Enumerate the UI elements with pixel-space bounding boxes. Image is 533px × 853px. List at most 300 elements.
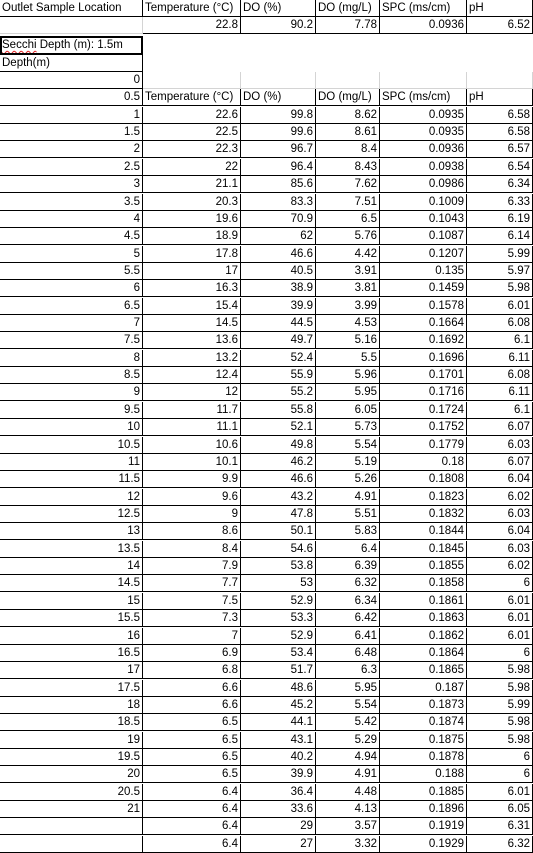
table-row xyxy=(0,766,533,783)
do-percent-cell[interactable]: 43.2 xyxy=(241,489,316,506)
depth-cell[interactable]: 0.5 xyxy=(0,89,143,106)
temperature-cell[interactable]: 22.3 xyxy=(143,141,241,158)
do-percent-cell[interactable]: 43.1 xyxy=(241,732,316,749)
do-mgl-cell[interactable]: 6.42 xyxy=(316,610,380,627)
do-mgl-cell[interactable]: 7.51 xyxy=(316,194,380,211)
ph-cell[interactable]: 6.01 xyxy=(467,593,533,610)
spc-cell[interactable]: 0.1861 xyxy=(380,593,467,610)
do-mgl-header[interactable]: DO (mg/L) xyxy=(316,0,380,17)
ph-cell[interactable]: 6 xyxy=(467,645,533,662)
table-row xyxy=(0,246,533,263)
do-mgl-cell[interactable]: 5.54 xyxy=(316,437,380,454)
depth-cell[interactable]: 15 xyxy=(0,593,143,610)
temperature-cell[interactable]: 7.7 xyxy=(143,575,241,592)
do-percent-cell[interactable]: 44.1 xyxy=(241,714,316,731)
do-percent-cell[interactable]: 52.1 xyxy=(241,419,316,436)
do-mgl-cell[interactable]: 6.3 xyxy=(316,662,380,679)
depth-cell[interactable]: 14.5 xyxy=(0,575,143,592)
temperature-cell[interactable]: 6.5 xyxy=(143,766,241,783)
do-percent-cell[interactable]: 99.8 xyxy=(241,107,316,124)
do-mgl-cell[interactable]: 6.34 xyxy=(316,593,380,610)
ph-cell[interactable]: 6.04 xyxy=(467,523,533,540)
spc-cell[interactable] xyxy=(380,72,467,89)
do-mgl-cell[interactable]: 3.91 xyxy=(316,263,380,280)
spc-cell[interactable]: 0.1701 xyxy=(380,367,467,384)
surface-spc-cell[interactable]: 0.0936 xyxy=(380,17,467,34)
depth-cell[interactable]: 10 xyxy=(0,419,143,436)
spc-cell[interactable]: 0.187 xyxy=(380,680,467,697)
ph-cell[interactable]: 6.02 xyxy=(467,558,533,575)
spc-cell[interactable]: 0.0935 xyxy=(380,124,467,141)
spc-cell[interactable]: 0.1207 xyxy=(380,246,467,263)
spc-cell[interactable]: 0.1664 xyxy=(380,315,467,332)
spc-cell[interactable]: 0.1459 xyxy=(380,280,467,297)
depth-cell[interactable]: 7 xyxy=(0,315,143,332)
do-mgl-cell[interactable]: 6.05 xyxy=(316,402,380,419)
temperature-cell[interactable]: 16.3 xyxy=(143,280,241,297)
do-percent-cell[interactable]: 96.7 xyxy=(241,141,316,158)
depth-cell[interactable]: 2.5 xyxy=(0,159,143,176)
ph-cell[interactable]: 6.31 xyxy=(467,818,533,835)
table-row xyxy=(0,662,533,679)
spc-cell[interactable]: 0.1865 xyxy=(380,662,467,679)
temperature-cell[interactable]: 6.5 xyxy=(143,749,241,766)
do-percent-cell[interactable]: 45.2 xyxy=(241,697,316,714)
table-row xyxy=(0,159,533,176)
surface-do-percent-cell[interactable]: 90.2 xyxy=(241,17,316,34)
table-row xyxy=(0,801,533,818)
temperature-cell[interactable]: 7.9 xyxy=(143,558,241,575)
temperature-cell[interactable]: 9.6 xyxy=(143,489,241,506)
table-row xyxy=(0,732,533,749)
temperature-cell[interactable]: 6.9 xyxy=(143,645,241,662)
do-mgl-cell[interactable]: 6.5 xyxy=(316,211,380,228)
temperature-cell[interactable]: 10.1 xyxy=(143,454,241,471)
ph-cell[interactable]: 6.01 xyxy=(467,628,533,645)
do-percent-cell[interactable]: 48.6 xyxy=(241,680,316,697)
spc-cell[interactable]: 0.1716 xyxy=(380,384,467,401)
temperature-cell[interactable]: 8.4 xyxy=(143,541,241,558)
depth-cell[interactable]: 10.5 xyxy=(0,437,143,454)
do-mgl-cell[interactable]: 4.42 xyxy=(316,246,380,263)
spc-cell[interactable]: 0.1845 xyxy=(380,541,467,558)
temperature-cell[interactable]: 6.6 xyxy=(143,680,241,697)
temperature-cell[interactable]: 17 xyxy=(143,263,241,280)
do-percent-cell[interactable]: 96.4 xyxy=(241,159,316,176)
table-row xyxy=(0,749,533,766)
spc-cell[interactable]: 0.1896 xyxy=(380,801,467,818)
do-percent-cell[interactable]: 53.3 xyxy=(241,610,316,627)
ph-cell[interactable]: 6.11 xyxy=(467,350,533,367)
depth-cell[interactable]: 1 xyxy=(0,107,143,124)
ph-cell[interactable]: 6.58 xyxy=(467,124,533,141)
spc-cell[interactable]: 0.1043 xyxy=(380,211,467,228)
depth-cell[interactable]: 11.5 xyxy=(0,471,143,488)
ph-header[interactable]: pH xyxy=(467,89,533,106)
table-row xyxy=(0,471,533,488)
do-percent-cell[interactable]: 36.4 xyxy=(241,784,316,801)
spc-cell[interactable]: 0.1919 xyxy=(380,818,467,835)
spc-cell[interactable]: 0.1864 xyxy=(380,645,467,662)
temperature-cell[interactable]: 20.3 xyxy=(143,194,241,211)
depth-cell[interactable]: 2 xyxy=(0,141,143,158)
do-percent-cell[interactable]: 52.9 xyxy=(241,628,316,645)
table-row xyxy=(0,645,533,662)
table-row xyxy=(0,836,533,853)
depth-cell[interactable]: 18 xyxy=(0,697,143,714)
ph-cell[interactable]: 6.08 xyxy=(467,367,533,384)
spc-cell[interactable]: 0.1844 xyxy=(380,523,467,540)
do-percent-cell[interactable]: 55.8 xyxy=(241,402,316,419)
temperature-cell[interactable]: 11.1 xyxy=(143,419,241,436)
do-mgl-header[interactable]: DO (mg/L) xyxy=(316,89,380,106)
temperature-cell[interactable]: 6.5 xyxy=(143,732,241,749)
surface-temp-cell[interactable]: 22.8 xyxy=(143,17,241,34)
ph-cell[interactable]: 6.07 xyxy=(467,454,533,471)
temperature-cell[interactable]: 14.5 xyxy=(143,315,241,332)
temperature-cell[interactable]: 19.6 xyxy=(143,211,241,228)
temperature-cell[interactable]: 18.9 xyxy=(143,228,241,245)
spc-cell[interactable]: 0.1692 xyxy=(380,332,467,349)
do-mgl-cell[interactable]: 4.94 xyxy=(316,749,380,766)
depth-cell[interactable]: 6 xyxy=(0,280,143,297)
table-row xyxy=(0,697,533,714)
spc-cell[interactable]: 0.1885 xyxy=(380,784,467,801)
depth-cell[interactable]: 8 xyxy=(0,350,143,367)
ph-cell[interactable]: 6.1 xyxy=(467,402,533,419)
temperature-cell[interactable]: 13.2 xyxy=(143,350,241,367)
do-percent-cell[interactable]: 53.4 xyxy=(241,645,316,662)
spc-cell[interactable]: 0.1808 xyxy=(380,471,467,488)
temperature-cell[interactable]: 7.5 xyxy=(143,593,241,610)
temperature-cell[interactable]: 21.1 xyxy=(143,176,241,193)
do-percent-cell[interactable]: 46.2 xyxy=(241,454,316,471)
ph-cell[interactable]: 6.33 xyxy=(467,194,533,211)
ph-cell[interactable]: 6.01 xyxy=(467,298,533,315)
do-percent-cell[interactable]: 39.9 xyxy=(241,766,316,783)
ph-cell[interactable]: 6.11 xyxy=(467,384,533,401)
spc-cell[interactable]: 0.0935 xyxy=(380,107,467,124)
table-row xyxy=(0,714,533,731)
do-mgl-cell[interactable]: 8.43 xyxy=(316,159,380,176)
depth-cell[interactable]: 12.5 xyxy=(0,506,143,523)
spc-cell[interactable]: 0.1874 xyxy=(380,714,467,731)
spc-cell[interactable]: 0.1578 xyxy=(380,298,467,315)
surface-ph-cell[interactable]: 6.52 xyxy=(467,17,533,34)
depth-cell[interactable]: 0 xyxy=(0,72,143,89)
depth-cell[interactable]: 7.5 xyxy=(0,332,143,349)
ph-cell[interactable]: 5.98 xyxy=(467,280,533,297)
depth-cell[interactable]: 9 xyxy=(0,384,143,401)
depth-cell[interactable]: 13.5 xyxy=(0,541,143,558)
temperature-cell[interactable]: 12 xyxy=(143,384,241,401)
do-mgl-cell[interactable]: 5.29 xyxy=(316,732,380,749)
do-percent-cell[interactable]: 55.2 xyxy=(241,384,316,401)
depth-cell[interactable]: 14 xyxy=(0,558,143,575)
spc-cell[interactable]: 0.1832 xyxy=(380,506,467,523)
spc-header[interactable]: SPC (ms/cm) xyxy=(380,89,467,106)
temperature-cell[interactable] xyxy=(143,72,241,89)
do-mgl-cell[interactable]: 5.51 xyxy=(316,506,380,523)
temperature-cell[interactable]: 6.5 xyxy=(143,714,241,731)
do-percent-cell[interactable]: 49.7 xyxy=(241,332,316,349)
depth-cell[interactable]: 9.5 xyxy=(0,402,143,419)
temperature-cell[interactable]: 10.6 xyxy=(143,437,241,454)
ph-cell[interactable]: 6.34 xyxy=(467,176,533,193)
do-percent-cell[interactable]: 29 xyxy=(241,818,316,835)
depth-cell[interactable]: 15.5 xyxy=(0,610,143,627)
ph-cell[interactable]: 6 xyxy=(467,575,533,592)
do-percent-cell[interactable]: 40.5 xyxy=(241,263,316,280)
spc-cell[interactable]: 0.1724 xyxy=(380,402,467,419)
do-percent-cell[interactable]: 52.4 xyxy=(241,350,316,367)
ph-cell[interactable]: 5.98 xyxy=(467,732,533,749)
ph-cell[interactable]: 6.57 xyxy=(467,141,533,158)
spc-cell[interactable]: 0.1873 xyxy=(380,697,467,714)
table-row xyxy=(0,280,533,297)
temperature-cell[interactable]: 6.6 xyxy=(143,697,241,714)
do-mgl-cell[interactable]: 3.99 xyxy=(316,298,380,315)
depth-cell[interactable]: 19 xyxy=(0,732,143,749)
temperature-cell[interactable]: 6.4 xyxy=(143,836,241,853)
depth-cell[interactable]: 16 xyxy=(0,628,143,645)
spc-cell[interactable]: 0.1875 xyxy=(380,732,467,749)
ph-cell[interactable]: 5.99 xyxy=(467,246,533,263)
temperature-cell[interactable]: 9 xyxy=(143,506,241,523)
depth-cell[interactable]: 21 xyxy=(0,801,143,818)
do-mgl-cell[interactable]: 5.26 xyxy=(316,471,380,488)
temperature-header[interactable]: Temperature (°C) xyxy=(143,0,241,17)
ph-header[interactable]: pH xyxy=(467,0,533,17)
do-mgl-cell[interactable]: 4.53 xyxy=(316,315,380,332)
do-mgl-cell[interactable]: 5.54 xyxy=(316,697,380,714)
temperature-cell[interactable]: 6.4 xyxy=(143,818,241,835)
ph-cell[interactable]: 6.03 xyxy=(467,437,533,454)
do-percent-cell[interactable]: 70.9 xyxy=(241,211,316,228)
do-percent-cell[interactable]: 38.9 xyxy=(241,280,316,297)
temperature-cell[interactable]: 6.4 xyxy=(143,801,241,818)
secchi-depth-cell[interactable] xyxy=(0,36,143,55)
temperature-cell[interactable]: 15.4 xyxy=(143,298,241,315)
spc-cell[interactable]: 0.1752 xyxy=(380,419,467,436)
do-mgl-cell[interactable]: 8.62 xyxy=(316,107,380,124)
do-percent-cell[interactable]: 46.6 xyxy=(241,246,316,263)
spc-cell[interactable]: 0.1862 xyxy=(380,628,467,645)
table-row xyxy=(0,541,533,558)
ph-cell[interactable]: 6.03 xyxy=(467,541,533,558)
depth-cell[interactable]: 20.5 xyxy=(0,784,143,801)
do-percent-header[interactable]: DO (%) xyxy=(241,0,316,17)
do-mgl-cell[interactable]: 6.48 xyxy=(316,645,380,662)
table-row xyxy=(0,194,533,211)
ph-cell[interactable]: 6 xyxy=(467,766,533,783)
do-mgl-cell[interactable]: 6.32 xyxy=(316,575,380,592)
spc-cell[interactable]: 0.0986 xyxy=(380,176,467,193)
do-mgl-cell[interactable]: 5.76 xyxy=(316,228,380,245)
do-percent-cell[interactable]: 49.8 xyxy=(241,437,316,454)
temperature-cell[interactable]: 13.6 xyxy=(143,332,241,349)
do-mgl-cell[interactable]: 5.96 xyxy=(316,367,380,384)
do-percent-cell[interactable]: 54.6 xyxy=(241,541,316,558)
table-row xyxy=(0,402,533,419)
temperature-cell[interactable]: 12.4 xyxy=(143,367,241,384)
do-percent-cell[interactable]: 62 xyxy=(241,228,316,245)
do-percent-cell[interactable]: 44.5 xyxy=(241,315,316,332)
do-percent-cell[interactable]: 83.3 xyxy=(241,194,316,211)
do-percent-cell[interactable]: 52.9 xyxy=(241,593,316,610)
temperature-cell[interactable]: 6.8 xyxy=(143,662,241,679)
spc-cell[interactable]: 0.1878 xyxy=(380,749,467,766)
depth-cell[interactable]: 5 xyxy=(0,246,143,263)
do-mgl-cell[interactable]: 4.91 xyxy=(316,766,380,783)
spc-cell[interactable]: 0.1823 xyxy=(380,489,467,506)
depth-label-cell[interactable]: Depth(m) xyxy=(0,55,143,72)
ph-cell[interactable]: 6.01 xyxy=(467,784,533,801)
temperature-cell[interactable]: 11.7 xyxy=(143,402,241,419)
spc-cell[interactable]: 0.0938 xyxy=(380,159,467,176)
do-mgl-cell[interactable]: 5.42 xyxy=(316,714,380,731)
depth-cell[interactable]: 4.5 xyxy=(0,228,143,245)
spc-cell[interactable]: 0.1929 xyxy=(380,836,467,853)
depth-cell[interactable]: 3.5 xyxy=(0,194,143,211)
depth-cell[interactable]: 17.5 xyxy=(0,680,143,697)
ph-cell[interactable] xyxy=(467,72,533,89)
do-mgl-cell[interactable]: 3.32 xyxy=(316,836,380,853)
ph-cell[interactable]: 6.02 xyxy=(467,489,533,506)
do-percent-cell[interactable]: 46.6 xyxy=(241,471,316,488)
outlet-location-header[interactable]: Outlet Sample Location xyxy=(0,0,143,17)
temperature-cell[interactable]: 17.8 xyxy=(143,246,241,263)
do-mgl-cell[interactable] xyxy=(316,72,380,89)
depth-cell[interactable]: 1.5 xyxy=(0,124,143,141)
ph-cell[interactable]: 5.98 xyxy=(467,662,533,679)
do-percent-cell[interactable]: 53.8 xyxy=(241,558,316,575)
temperature-cell[interactable]: 6.4 xyxy=(143,784,241,801)
ph-cell[interactable]: 6 xyxy=(467,749,533,766)
do-mgl-cell[interactable]: 8.4 xyxy=(316,141,380,158)
do-mgl-cell[interactable]: 5.95 xyxy=(316,384,380,401)
do-mgl-cell[interactable]: 5.5 xyxy=(316,350,380,367)
do-mgl-cell[interactable]: 4.91 xyxy=(316,489,380,506)
do-mgl-cell[interactable]: 7.62 xyxy=(316,176,380,193)
spc-cell[interactable]: 0.0936 xyxy=(380,141,467,158)
do-percent-cell[interactable]: 27 xyxy=(241,836,316,853)
do-mgl-cell[interactable]: 4.48 xyxy=(316,784,380,801)
spc-cell[interactable]: 0.1858 xyxy=(380,575,467,592)
do-percent-cell[interactable]: 99.6 xyxy=(241,124,316,141)
ph-cell[interactable]: 5.98 xyxy=(467,714,533,731)
do-mgl-cell[interactable]: 5.95 xyxy=(316,680,380,697)
ph-cell[interactable]: 5.99 xyxy=(467,697,533,714)
do-percent-cell[interactable]: 85.6 xyxy=(241,176,316,193)
do-mgl-cell[interactable]: 5.19 xyxy=(316,454,380,471)
depth-cell[interactable]: 17 xyxy=(0,662,143,679)
do-mgl-cell[interactable]: 6.41 xyxy=(316,628,380,645)
depth-cell[interactable]: 12 xyxy=(0,489,143,506)
depth-cell[interactable]: 8.5 xyxy=(0,367,143,384)
do-mgl-cell[interactable]: 3.57 xyxy=(316,818,380,835)
ph-cell[interactable]: 6.05 xyxy=(467,801,533,818)
temperature-cell[interactable]: 9.9 xyxy=(143,471,241,488)
temperature-header[interactable]: Temperature (°C) xyxy=(143,89,241,106)
surface-do-mgl-cell[interactable]: 7.78 xyxy=(316,17,380,34)
do-percent-cell[interactable]: 53 xyxy=(241,575,316,592)
temperature-cell[interactable]: 22.6 xyxy=(143,107,241,124)
depth-cell[interactable]: 18.5 xyxy=(0,714,143,731)
spc-cell[interactable]: 0.1087 xyxy=(380,228,467,245)
depth-cell[interactable]: 5.5 xyxy=(0,263,143,280)
spc-cell[interactable]: 0.1779 xyxy=(380,437,467,454)
depth-cell[interactable]: 13 xyxy=(0,523,143,540)
do-percent-cell[interactable]: 55.9 xyxy=(241,367,316,384)
ph-cell[interactable]: 6.08 xyxy=(467,315,533,332)
temperature-cell[interactable]: 22.5 xyxy=(143,124,241,141)
do-mgl-cell[interactable]: 8.61 xyxy=(316,124,380,141)
spc-cell[interactable]: 0.18 xyxy=(380,454,467,471)
spc-cell[interactable]: 0.1009 xyxy=(380,194,467,211)
ph-cell[interactable]: 6.19 xyxy=(467,211,533,228)
ph-cell[interactable]: 6.04 xyxy=(467,471,533,488)
do-mgl-cell[interactable]: 3.81 xyxy=(316,280,380,297)
depth-cell[interactable]: 16.5 xyxy=(0,645,143,662)
spc-cell[interactable]: 0.1855 xyxy=(380,558,467,575)
do-mgl-cell[interactable]: 5.83 xyxy=(316,523,380,540)
do-percent-cell[interactable]: 50.1 xyxy=(241,523,316,540)
ph-cell[interactable]: 6.03 xyxy=(467,506,533,523)
do-mgl-cell[interactable]: 5.16 xyxy=(316,332,380,349)
spc-header[interactable]: SPC (ms/cm) xyxy=(380,0,467,17)
do-percent-cell[interactable] xyxy=(241,72,316,89)
ph-cell[interactable]: 6.14 xyxy=(467,228,533,245)
do-percent-cell[interactable]: 33.6 xyxy=(241,801,316,818)
do-percent-header[interactable]: DO (%) xyxy=(241,89,316,106)
do-percent-cell[interactable]: 51.7 xyxy=(241,662,316,679)
temperature-cell[interactable]: 8.6 xyxy=(143,523,241,540)
depth-cell[interactable]: 3 xyxy=(0,176,143,193)
empty-cell[interactable] xyxy=(0,17,143,34)
ph-cell[interactable]: 6.07 xyxy=(467,419,533,436)
spc-cell[interactable]: 0.188 xyxy=(380,766,467,783)
spc-cell[interactable]: 0.1863 xyxy=(380,610,467,627)
do-percent-cell[interactable]: 47.8 xyxy=(241,506,316,523)
temperature-cell[interactable]: 7.3 xyxy=(143,610,241,627)
ph-cell[interactable]: 6.58 xyxy=(467,107,533,124)
depth-cell[interactable]: 19.5 xyxy=(0,749,143,766)
do-mgl-cell[interactable]: 6.4 xyxy=(316,541,380,558)
temperature-cell[interactable]: 22 xyxy=(143,159,241,176)
do-mgl-cell[interactable]: 5.73 xyxy=(316,419,380,436)
ph-cell[interactable]: 6.1 xyxy=(467,332,533,349)
do-mgl-cell[interactable]: 4.13 xyxy=(316,801,380,818)
depth-cell[interactable] xyxy=(0,818,143,835)
ph-cell[interactable]: 5.98 xyxy=(467,680,533,697)
spc-cell[interactable]: 0.1696 xyxy=(380,350,467,367)
depth-cell[interactable]: 11 xyxy=(0,454,143,471)
temperature-cell[interactable]: 7 xyxy=(143,628,241,645)
do-percent-cell[interactable]: 39.9 xyxy=(241,298,316,315)
ph-cell[interactable]: 6.01 xyxy=(467,610,533,627)
ph-cell[interactable]: 5.97 xyxy=(467,263,533,280)
depth-cell[interactable]: 20 xyxy=(0,766,143,783)
ph-cell[interactable]: 6.32 xyxy=(467,836,533,853)
ph-cell[interactable]: 6.54 xyxy=(467,159,533,176)
depth-cell[interactable] xyxy=(0,836,143,853)
do-percent-cell[interactable]: 40.2 xyxy=(241,749,316,766)
do-mgl-cell[interactable]: 6.39 xyxy=(316,558,380,575)
spc-cell[interactable]: 0.135 xyxy=(380,263,467,280)
depth-cell[interactable]: 4 xyxy=(0,211,143,228)
depth-cell[interactable]: 6.5 xyxy=(0,298,143,315)
